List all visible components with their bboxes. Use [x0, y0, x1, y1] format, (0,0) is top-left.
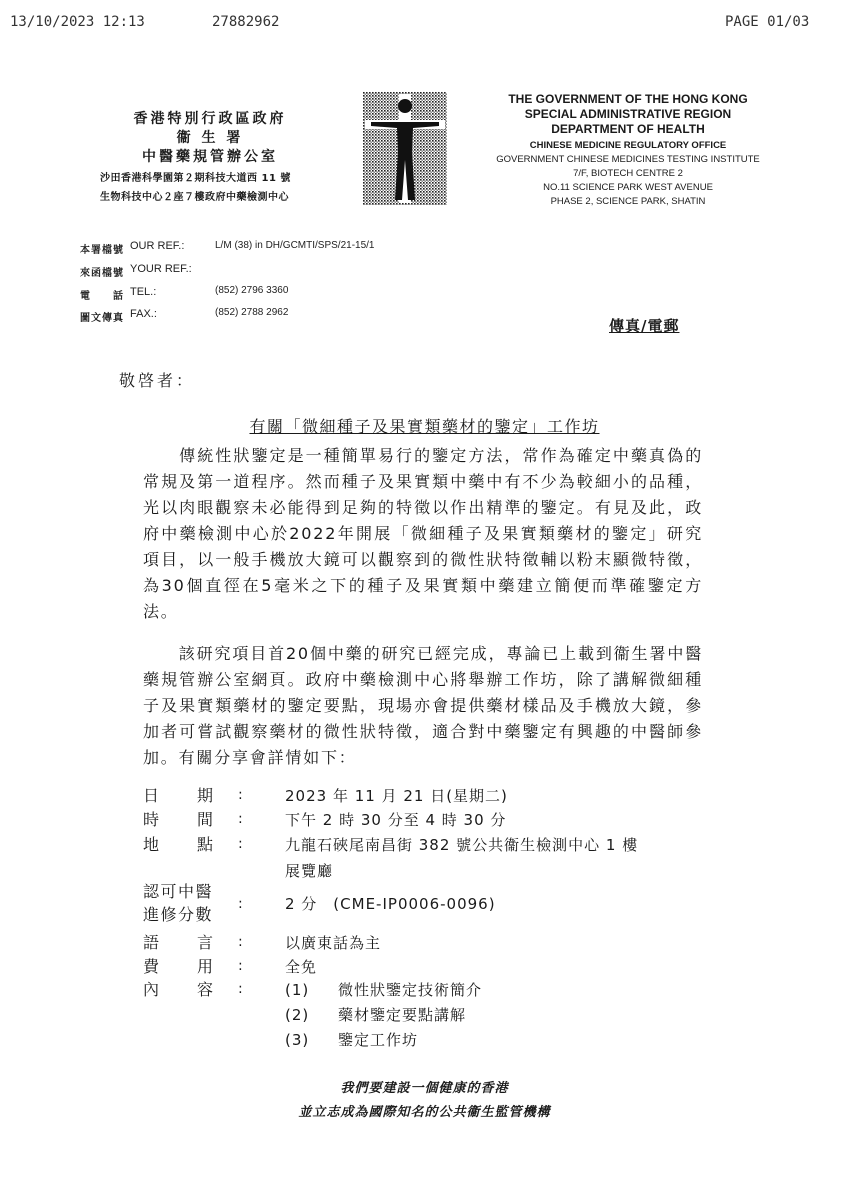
- time-label: 時 間: [143, 810, 213, 829]
- letterhead-cn-address-1: 沙田香港科學園第２期科技大道西 11 號: [100, 173, 291, 184]
- transmission-mode: 傳真/電郵: [609, 317, 680, 335]
- letter-subject: 有關「微細種子及果實類藥材的鑒定」工作坊: [249, 417, 600, 436]
- ref-label-cn: 來函檔號: [80, 268, 124, 279]
- letterhead-en-office: CHINESE MEDICINE REGULATORY OFFICE: [529, 140, 727, 151]
- ref-label-en: TEL.:: [130, 286, 157, 298]
- content-item-number: (3): [285, 1031, 310, 1049]
- department-of-health-logo: [363, 92, 447, 205]
- salutation: 敬啓者：: [119, 371, 196, 390]
- our-ref-value: L/M (38) in DH/GCMTI/SPS/21-15/1: [215, 240, 375, 251]
- content-colon: :: [238, 981, 243, 997]
- letterhead-en-address-3: PHASE 2, SCIENCE PARK, SHATIN: [550, 196, 706, 207]
- content-item-text: 微性狀鑒定技術簡介: [338, 981, 483, 999]
- letterhead-en-department: DEPARTMENT OF HEALTH: [551, 122, 705, 136]
- language-colon: :: [238, 934, 243, 950]
- telephone-value: (852) 2796 3360: [215, 285, 289, 296]
- event-venue: 九龍石硤尾南昌街 382 號公共衞生檢測中心 1 樓: [285, 836, 639, 854]
- content-item-number: (2): [285, 1006, 310, 1024]
- fax-value: (852) 2788 2962: [215, 307, 289, 318]
- time-colon: :: [238, 811, 243, 827]
- venue-label: 地 點: [143, 835, 213, 854]
- fax-sender-number: 27882962: [212, 14, 280, 30]
- event-date: 2023 年 11 月 21 日(星期二): [285, 787, 508, 805]
- content-label: 內 容: [143, 980, 213, 999]
- letterhead-cn-office: 中醫藥規管辦公室: [142, 149, 278, 165]
- venue-colon: :: [238, 836, 243, 852]
- event-language: 以廣東話為主: [285, 934, 382, 952]
- ref-label-cn: 圖文傳真: [80, 313, 124, 324]
- fax-datetime: 13/10/2023 12:13: [10, 14, 145, 30]
- date-colon: :: [238, 787, 243, 803]
- letterhead-cn-department: 衞 生 署: [176, 130, 244, 146]
- fee-label: 費 用: [143, 957, 213, 976]
- content-item-text: 藥材鑒定要點講解: [338, 1006, 467, 1024]
- cme-label-2: 進修分數: [143, 905, 214, 924]
- body-paragraph-1: 傳統性狀鑒定是一種簡單易行的鑒定方法，常作為確定中藥真偽的常規及第一道程序。然而種子及果實類中藥中有不少為較細小的品種，光以肉眼觀察未必能得到足夠的特徵以作出精準的鑒定。有見及此，政府中藥檢測中心於2022年開展「微細種子及果實類藥材的鑒定」研究項目，以一般手機放大鏡可以觀察到的微性狀特徵輔以粉末顯微特徵，為30個直徑在5毫米之下的種子及果實類中藥建立簡便而準確鑒定方法。: [143, 446, 703, 621]
- cme-label-1: 認可中醫: [143, 882, 214, 901]
- ref-label-en: YOUR REF.:: [130, 263, 192, 275]
- event-venue-line-2: 展覽廳: [285, 862, 334, 880]
- content-item-text: 鑒定工作坊: [338, 1031, 419, 1049]
- letterhead-en-address-2: NO.11 SCIENCE PARK WEST AVENUE: [543, 182, 713, 193]
- fax-page-indicator: PAGE 01/03: [725, 14, 810, 30]
- letterhead-en-institute: GOVERNMENT CHINESE MEDICINES TESTING INSTITUTE: [496, 154, 760, 165]
- ref-label-en: OUR REF.:: [130, 240, 185, 252]
- fee-colon: :: [238, 958, 243, 974]
- letterhead-cn-government: 香港特別行政區政府: [133, 111, 287, 127]
- cme-colon: :: [238, 896, 243, 912]
- letterhead-cn-address-2: 生物科技中心２座７樓政府中藥檢測中心: [100, 192, 289, 203]
- footer-motto-1: 我們要建設一個健康的香港: [340, 1081, 509, 1096]
- letterhead-en-address-1: 7/F, BIOTECH CENTRE 2: [573, 168, 683, 179]
- body-paragraph-2: 該研究項目首20個中藥的研究已經完成，專論已上載到衞生署中醫藥規管辦公室網頁。政府中藥檢測中心將舉辦工作坊，除了講解微細種子及果實類藥材的鑒定要點，現場亦會提供藥材樣品及手機放大鏡，參加者可嘗試觀察藥材的微性狀特徵，適合對中藥鑒定有興趣的中醫師參加。有關分享會詳情如下：: [143, 644, 703, 767]
- ref-label-cn: 電 話: [80, 291, 124, 302]
- letterhead-en-sar: SPECIAL ADMINISTRATIVE REGION: [524, 107, 732, 121]
- event-time: 下午 2 時 30 分至 4 時 30 分: [285, 811, 507, 829]
- logo-emblem-icon: [363, 92, 447, 205]
- cme-points: 2 分 (CME-IP0006-0096): [285, 895, 496, 913]
- language-label: 語 言: [143, 933, 213, 952]
- ref-label-en: FAX.:: [130, 308, 157, 320]
- event-fee: 全免: [285, 958, 318, 976]
- letterhead-en-government: THE GOVERNMENT OF THE HONG KONG: [508, 92, 748, 106]
- content-item-number: (1): [285, 981, 310, 999]
- ref-label-cn: 本署檔號: [80, 245, 124, 256]
- footer-motto-2: 並立志成為國際知名的公共衞生監管機構: [298, 1105, 551, 1120]
- date-label: 日 期: [143, 786, 213, 805]
